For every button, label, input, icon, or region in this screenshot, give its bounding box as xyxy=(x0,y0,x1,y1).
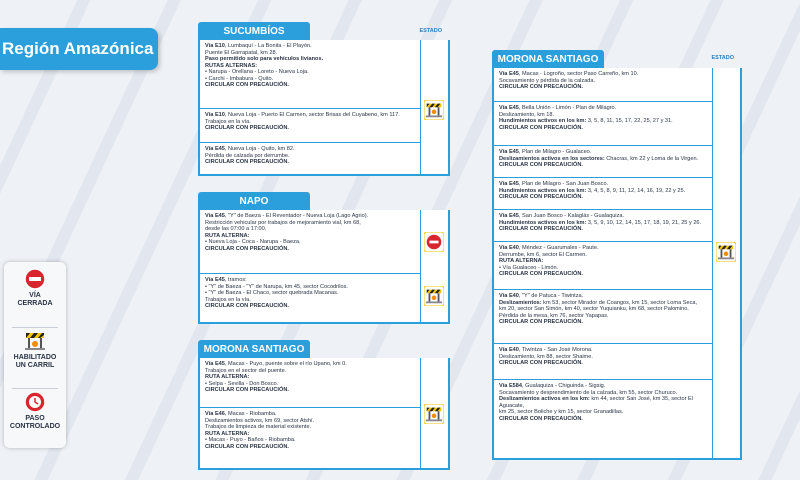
section-title xyxy=(198,22,310,40)
road-section: , Macas - Riobamba. xyxy=(224,411,277,417)
road-entry xyxy=(200,358,420,408)
caution-text: CIRCULAR CON PRECAUCIÓN. xyxy=(499,319,583,325)
entry-detail: desde las 07:00 a 17:00. xyxy=(205,226,267,232)
road-section: , Bella Unión - Limón - Plan de Milagro. xyxy=(518,105,617,111)
road-section: , Macas - Logroño, sector Paso Carreño, km 10. xyxy=(518,71,639,77)
road-section: , "Y" de Baeza - El Reventador - Nueva Loja (Lago Agrio). xyxy=(224,213,369,219)
road-name: Vía E45 xyxy=(205,213,225,219)
region-title xyxy=(0,28,158,70)
entry-detail-rest: km 53, sector Mirador de Coangos, km 15, sector Loma Seca, xyxy=(541,299,698,306)
route-segment: • "Y" de Baeza - "Y" de Narupa, km 45, sector Cocodrilos. xyxy=(205,284,415,291)
entry-detail: Trabajos en la vía. xyxy=(205,118,251,125)
estado-label: ESTADO xyxy=(419,28,442,34)
section-title-text: MORONA SANTIAGO xyxy=(497,53,599,65)
entry-detail: Deslizamiento, km 88, sector Shaime. xyxy=(499,353,593,360)
entry-detail: Deslizamientos activos, km 69, sector Atshí. xyxy=(205,417,315,424)
section-title xyxy=(492,50,604,68)
alt-route-label: RUTA ALTERNA: xyxy=(205,430,250,437)
section-morona-santiago-left xyxy=(198,340,450,470)
section-body xyxy=(492,68,742,460)
entry-bold: Hundimientos activos en los km: xyxy=(499,118,587,124)
status-column xyxy=(420,40,448,174)
entry-bold: Paso permitido solo para vehículos livianos. xyxy=(205,56,324,62)
entry-bold: Hundimientos activos en los km: xyxy=(499,219,587,226)
controlled-pass-icon xyxy=(24,391,46,413)
entry-bold: Deslizamientos: xyxy=(499,299,542,306)
road-entry xyxy=(494,242,712,290)
entry-detail: Trabajos de limpieza de material existente. xyxy=(205,424,312,430)
legend-label-road-closed-1: VÍA xyxy=(29,292,41,299)
alt-route-item: • Narupa - Orellana - Loreto - Nueva Loja. xyxy=(205,69,415,76)
caution-text: CIRCULAR CON PRECAUCIÓN. xyxy=(205,443,289,450)
road-entry xyxy=(494,146,712,178)
road-section: , Méndez - Guarumales - Paute. xyxy=(518,245,599,251)
entries-list xyxy=(200,210,420,322)
entry-detail: Puente El Garrapatal, km 28. xyxy=(205,49,278,56)
route-segment: • "Y" de Baeza - El Chaco, sector quebrada Macanas. xyxy=(205,290,415,297)
entry-detail xyxy=(499,396,707,409)
entry-detail: Socavamiento y desprendimiento de la calzada, km 55, sector Churuco. xyxy=(499,389,678,396)
region-title-text: Región Amazónica xyxy=(2,39,154,58)
legend-item-road-closed xyxy=(4,268,66,325)
entry-detail-rest: km 44, sector San José, km 35, sector El Aguacate, xyxy=(499,396,693,409)
legend-item-one-lane xyxy=(4,330,66,387)
road-section: , Macas - Puyo, puente sobre el río Upano, km 0. xyxy=(224,361,347,367)
road-section: , San Juan Bosco - Kalaglás - Gualaquiza. xyxy=(518,213,625,219)
road-name: Vía E45 xyxy=(499,213,519,219)
legend-panel xyxy=(4,262,66,448)
section-napo xyxy=(198,192,450,324)
legend-label-one-lane-2: UN CARRIL xyxy=(15,361,55,369)
legend-label-controlled-pass xyxy=(10,415,60,431)
legend-label-one-lane-1: HABILITADO xyxy=(13,353,57,361)
entry-detail: Trabajos en la vía. xyxy=(205,296,251,303)
road-closed-icon xyxy=(24,268,46,290)
road-closed-icon xyxy=(424,232,444,252)
road-entry xyxy=(494,290,712,344)
status-column xyxy=(420,358,448,468)
caution-text: CIRCULAR CON PRECAUCIÓN. xyxy=(499,84,583,90)
estado-label: ESTADO xyxy=(711,55,734,61)
entry-detail: km 20, sector San Simón, km 40, sector Yuquianku, km 68, sector Palomino. xyxy=(499,306,689,312)
road-name: Vía E584 xyxy=(499,383,523,389)
legend-label-controlled-pass-1: PASO xyxy=(25,415,45,423)
caution-text: CIRCULAR CON PRECAUCIÓN. xyxy=(205,303,289,309)
section-title xyxy=(198,192,310,210)
legend-item-controlled-pass xyxy=(4,391,66,448)
road-name: Vía E45 xyxy=(499,105,519,111)
section-title xyxy=(198,340,310,358)
entry-detail: km 25, sector Boliche y km 15, sector Granadillas. xyxy=(499,409,624,415)
road-section: , Plan de Milagro - Gualaceo. xyxy=(518,149,592,155)
entry-detail: Derrumbe, km 6, sector El Carmen. xyxy=(499,251,587,258)
road-section: , Nueva Loja - Quito, km 82. xyxy=(224,146,295,152)
road-entry xyxy=(494,380,712,432)
one-lane-icon xyxy=(24,330,46,352)
section-body xyxy=(198,358,450,470)
road-section: , Nueva Loja - Puerto El Carmen, sector Brisas del Cuyabeno, km 117. xyxy=(224,112,400,118)
section-title-text: SUCUMBÍOS xyxy=(223,25,285,37)
status-column xyxy=(712,68,740,458)
road-entry xyxy=(200,408,420,466)
road-section: , Gualaquiza - Chiguinda - Sigsig. xyxy=(522,383,606,389)
caution-text: CIRCULAR CON PRECAUCIÓN. xyxy=(499,360,583,366)
one-lane-icon xyxy=(716,242,736,262)
legend-divider xyxy=(12,388,58,389)
road-entry xyxy=(494,344,712,380)
alt-route-item: • Vía Gualaceo - Limón. xyxy=(499,265,707,272)
alt-route-item: • Nueva Loja - Coca - Narupa - Baeza. xyxy=(205,239,415,246)
entry-detail: Socavamiento y pérdida de la calzada. xyxy=(499,77,596,84)
alt-route-label: RUTA ALTERNA: xyxy=(205,374,250,380)
legend-label-controlled-pass-2: CONTROLADO xyxy=(9,423,61,431)
road-entry xyxy=(494,68,712,102)
road-name: Vía E45 xyxy=(499,149,519,155)
road-entry xyxy=(494,210,712,242)
entry-heading xyxy=(205,112,415,119)
entries-list xyxy=(200,358,420,466)
entry-bold: Hundimientos activos en los km: xyxy=(499,187,587,194)
entry-bold: Deslizamientos activos en los km: xyxy=(499,396,590,402)
road-name: Vía E40 xyxy=(499,245,519,251)
road-section: , Lumbaquí - La Bonita - El Playón. xyxy=(224,43,312,49)
alt-route-prefix: Selpa - xyxy=(208,380,228,387)
road-name: Vía E45 xyxy=(205,361,225,367)
caution-text: CIRCULAR CON PRECAUCIÓN. xyxy=(205,82,289,88)
caution-text: CIRCULAR CON PRECAUCIÓN. xyxy=(499,124,583,131)
alt-route-label: RUTA ALTERNA: xyxy=(205,232,250,239)
entry-detail: Restricción vehicular por trabajos de mejoramiento vial, km 68, xyxy=(205,219,361,226)
section-body xyxy=(198,210,450,324)
caution-text: CIRCULAR CON PRECAUCIÓN. xyxy=(499,271,583,277)
road-entry xyxy=(494,102,712,146)
road-name: Vía E40 xyxy=(499,293,519,299)
section-body xyxy=(198,40,450,176)
entry-detail: Deslizamiento, km 18. xyxy=(499,111,555,118)
one-lane-icon xyxy=(424,404,444,424)
alt-route-item: • Macas - Puyo - Baños - Riobamba. xyxy=(205,437,415,444)
entries-list xyxy=(200,40,420,174)
section-title-text: MORONA SANTIAGO xyxy=(203,343,305,355)
road-name: Vía E10 xyxy=(205,112,225,118)
caution-text: CIRCULAR CON PRECAUCIÓN. xyxy=(499,162,583,168)
legend-label-one-lane xyxy=(14,354,57,370)
one-lane-icon xyxy=(424,286,444,306)
road-name: Vía E10 xyxy=(205,43,225,49)
road-name: Vía E40 xyxy=(499,347,519,353)
caution-text: CIRCULAR CON PRECAUCIÓN. xyxy=(499,194,583,200)
entry-detail: Pérdida de la mesa, km 76, sector Yapapas. xyxy=(499,312,609,319)
road-name: Vía E45 xyxy=(499,71,519,77)
caution-text: CIRCULAR CON PRECAUCIÓN. xyxy=(499,226,583,232)
section-sucumbios xyxy=(198,22,450,176)
alt-route-rest: Sevilla - Don Bosco. xyxy=(227,380,279,387)
entries-list xyxy=(494,68,712,432)
entry-detail: Trabajos en el sector del puente. xyxy=(205,367,287,374)
caution-text: CIRCULAR CON PRECAUCIÓN. xyxy=(205,387,289,393)
legend-divider xyxy=(12,327,58,328)
caution-text: CIRCULAR CON PRECAUCIÓN. xyxy=(205,159,289,165)
alt-route-label: RUTAS ALTERNAS: xyxy=(205,62,258,69)
section-title-text: NAPO xyxy=(239,195,269,207)
caution-text: CIRCULAR CON PRECAUCIÓN. xyxy=(205,245,289,252)
road-entry xyxy=(494,178,712,210)
road-entry xyxy=(200,274,420,322)
entry-detail-rest: 3, 5, 9, 10, 12, 14, 15, 17, 18, 19, 21, 25 y 26. xyxy=(586,219,702,226)
entry-detail-rest: 3, 5, 8, 11, 15, 17, 22, 25, 27 y 31. xyxy=(586,118,673,124)
road-entry xyxy=(200,109,420,143)
road-name: Vía E45 xyxy=(499,181,519,187)
legend-label-road-closed-2: CERRADA xyxy=(17,300,53,307)
road-entry xyxy=(200,143,420,174)
caution-text: CIRCULAR CON PRECAUCIÓN. xyxy=(205,125,289,131)
road-section: , Plan de Milagro - San Juan Bosco. xyxy=(518,181,609,187)
road-section: , tramos: xyxy=(224,277,247,283)
legend-label-road-closed xyxy=(18,292,53,308)
entry-detail-rest: Chacras, km 22 y Loma de la Virgen. xyxy=(604,155,699,162)
road-entry xyxy=(200,210,420,274)
entry-detail-rest: 3, 4, 5, 8, 9, 11, 12, 14, 16, 19, 22 y 25. xyxy=(586,187,686,194)
entry-detail: Pérdida de calzada por derrumbe. xyxy=(205,152,290,159)
road-section: , Tiwintza - San José Morona. xyxy=(518,347,593,353)
entry-bold: Deslizamientos activos en los sectores: xyxy=(499,155,605,162)
road-name: Vía E45 xyxy=(205,277,225,283)
status-column xyxy=(420,210,448,322)
road-section: , "Y" de Patuca - Tiwintza. xyxy=(518,293,584,299)
section-morona-santiago-right xyxy=(492,50,742,460)
alt-route-item: • Carchi - Imbabura - Quito. xyxy=(205,76,415,83)
caution-text: CIRCULAR CON PRECAUCIÓN. xyxy=(499,415,583,422)
road-entry xyxy=(200,40,420,109)
road-name: Vía E45 xyxy=(205,146,225,152)
one-lane-icon xyxy=(424,100,444,120)
alt-route-label: RUTA ALTERNA: xyxy=(499,258,544,264)
road-name: Vía E46 xyxy=(205,411,225,417)
